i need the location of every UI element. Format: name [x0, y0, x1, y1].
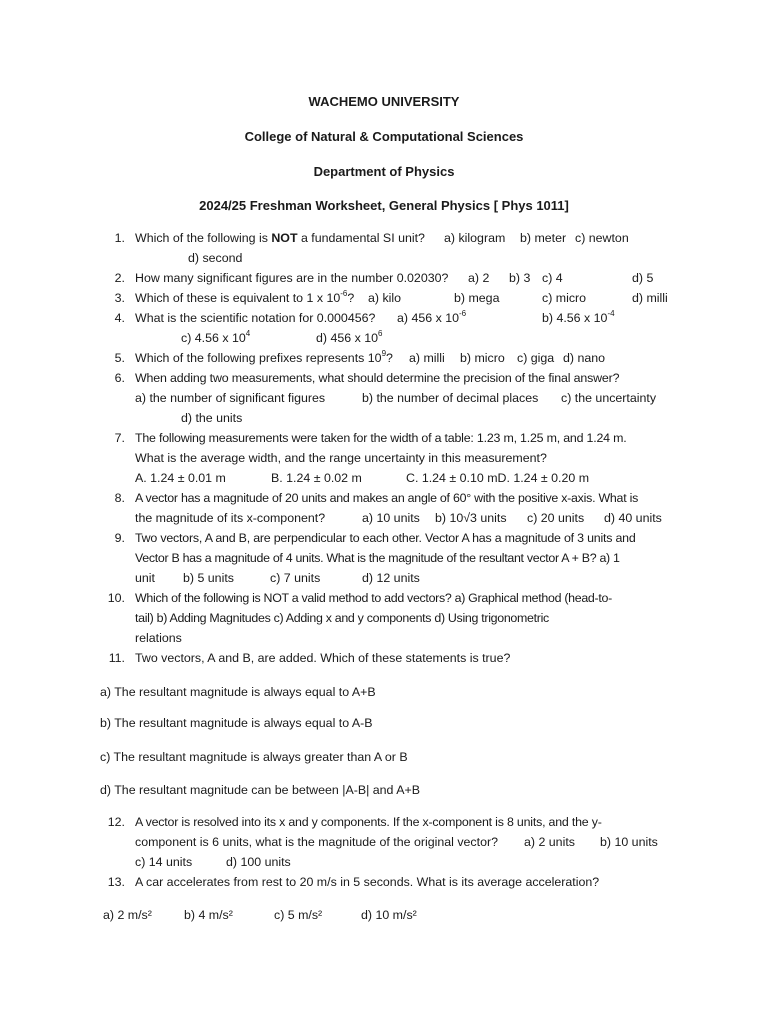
- option-a: a) kilo: [368, 291, 402, 305]
- option-c: c) 7 units: [270, 571, 321, 585]
- question-9: [114, 528, 680, 588]
- question-8: [114, 488, 680, 528]
- question-3: [114, 288, 680, 308]
- q11-option-c: c) The resultant magnitude is always greater than A or B: [100, 750, 408, 764]
- college-name: College of Natural & Computational Sciences: [244, 129, 524, 144]
- question-number: 11.: [108, 651, 125, 665]
- question-number: 13.: [107, 875, 125, 889]
- option-d: [316, 328, 382, 348]
- question-text: A vector is resolved into its x and y components. If the x-component is 8 units, and the y-: [135, 815, 602, 829]
- question-emphasis: NOT: [271, 231, 298, 245]
- option-a: A. 1.24 ± 0.01 m: [135, 471, 226, 485]
- university-name: WACHEMO UNIVERSITY: [308, 94, 460, 109]
- option-b: b) 10 units: [600, 835, 658, 849]
- worksheet-title: 2024/25 Freshman Worksheet, General Physics [ Phys 1011]: [199, 198, 569, 213]
- q13-option-a: a) 2 m/s²: [103, 908, 152, 922]
- option-a-continued: unit: [135, 571, 155, 585]
- q13-option-b: b) 4 m/s²: [184, 908, 233, 922]
- option-d: d) 5: [632, 271, 654, 285]
- question-text: a fundamental SI unit?: [297, 231, 425, 245]
- question-text: When adding two measurements, what should determine the precision of the final answer?: [135, 371, 620, 385]
- option-a: a) 2: [468, 271, 490, 285]
- option-a: a) 2 units: [524, 835, 575, 849]
- option-c: c) 14 units: [135, 855, 193, 869]
- question-7: [114, 428, 680, 488]
- question-text: What is the average width, and the range uncertainty in this measurement?: [135, 451, 547, 465]
- option-b: b) 5 units: [183, 571, 234, 585]
- option-c: [181, 328, 250, 348]
- option-a: a) milli: [409, 351, 445, 365]
- option-c: c) newton: [575, 231, 629, 245]
- option-c-base: c) 4.56 x 10: [181, 331, 246, 345]
- option-b: b) meter: [520, 231, 567, 245]
- question-number: 6.: [114, 371, 125, 385]
- question-number: 10.: [107, 591, 125, 605]
- question-mark: ?: [386, 351, 393, 365]
- q13-option-c: c) 5 m/s²: [274, 908, 323, 922]
- question-text: the magnitude of its x-component?: [135, 511, 326, 525]
- option-a-base: a) 456 x 10: [397, 311, 459, 325]
- question-text: tail) b) Adding Magnitudes c) Adding x and y components d) Using trigonometric: [135, 611, 549, 625]
- option-a: a) 10 units: [362, 511, 420, 525]
- question-number: 4.: [114, 311, 125, 325]
- question-mark: ?: [347, 291, 355, 305]
- question-2: [114, 268, 680, 288]
- question-number: 2.: [114, 271, 125, 285]
- question-number: 1.: [114, 231, 125, 245]
- option-a: a) the number of significant figures: [135, 391, 326, 405]
- department-name: Department of Physics: [313, 164, 455, 179]
- question-text: What is the scientific notation for 0.000456?: [135, 311, 376, 325]
- option-b: B. 1.24 ± 0.02 m: [271, 471, 362, 485]
- option-c: c) 4: [542, 271, 563, 285]
- option-a-exponent: -6: [459, 309, 467, 318]
- question-text: Vector B has a magnitude of 4 units. What is the magnitude of the resultant vector A + B? a) 1: [135, 551, 620, 565]
- option-b: [542, 308, 615, 328]
- option-b: b) micro: [460, 351, 505, 365]
- option-d: d) 40 units: [604, 511, 662, 525]
- question-text: A vector has a magnitude of 20 units and makes an angle of 60° with the positive x-axis. What is: [135, 491, 639, 505]
- option-b: b) mega: [454, 291, 500, 305]
- option-d: d) 12 units: [362, 571, 420, 585]
- q13-option-d: d) 10 m/s²: [361, 908, 417, 922]
- option-d: d) second: [188, 251, 243, 265]
- option-b: b) the number of decimal places: [362, 391, 539, 405]
- question-text: relations: [135, 631, 182, 645]
- exponent: 9: [381, 349, 387, 358]
- option-d: d) the units: [181, 411, 243, 425]
- q11-option-a: a) The resultant magnitude is always equal to A+B: [100, 685, 376, 699]
- question-6: [114, 368, 680, 428]
- question-number: 8.: [114, 491, 125, 505]
- question-number: 9.: [114, 531, 125, 545]
- option-c: c) giga: [517, 351, 555, 365]
- question-number: 5.: [114, 351, 125, 365]
- option-c: c) the uncertainty: [561, 391, 657, 405]
- question-text: A car accelerates from rest to 20 m/s in 5 seconds. What is its average acceleration?: [135, 875, 600, 889]
- q11-option-d: d) The resultant magnitude can be between |A-B| and A+B: [100, 783, 420, 797]
- option-b-base: b) 4.56 x 10: [542, 311, 608, 325]
- option-d-exponent: 6: [378, 329, 383, 338]
- option-c: c) 20 units: [527, 511, 585, 525]
- q11-option-b: b) The resultant magnitude is always equal to A-B: [100, 716, 373, 730]
- question-4: [114, 308, 680, 348]
- exponent: -6: [340, 289, 348, 298]
- question-text: The following measurements were taken for the width of a table: 1.23 m, 1.25 m, and 1.24 m.: [135, 431, 627, 445]
- option-d-base: d) 456 x 10: [316, 331, 378, 345]
- question-number: 3.: [114, 291, 125, 305]
- option-a: [397, 308, 466, 328]
- question-text: Which of the following prefixes represents 10: [135, 351, 382, 365]
- question-11: [108, 648, 680, 668]
- question-text: Two vectors, A and B, are added. Which of these statements is true?: [135, 651, 511, 665]
- option-d: d) milli: [632, 291, 668, 305]
- question-text: Which of the following is: [135, 231, 272, 245]
- question-text: How many significant figures are in the number 0.02030?: [135, 271, 449, 285]
- question-1: [114, 228, 680, 268]
- option-b: b) 3: [509, 271, 531, 285]
- question-text: Two vectors, A and B, are perpendicular to each other. Vector A has a magnitude of 3 units and: [135, 531, 636, 545]
- question-number: 7.: [114, 431, 125, 445]
- option-a: a) kilogram: [444, 231, 506, 245]
- option-b: b) 10√3 units: [435, 511, 507, 525]
- question-10: [107, 588, 680, 648]
- option-d: d) nano: [563, 351, 606, 365]
- question-number: 12.: [107, 815, 125, 829]
- question-12: [107, 812, 680, 872]
- question-text: Which of these is equivalent to 1 x 10: [135, 291, 341, 305]
- option-d: d) 100 units: [226, 855, 291, 869]
- question-text: component is 6 units, what is the magnitude of the original vector?: [135, 835, 498, 849]
- question-text: Which of the following is NOT a valid method to add vectors? a) Graphical method (head-to-: [135, 591, 612, 605]
- option-c-exponent: 4: [245, 329, 251, 338]
- option-c-d: C. 1.24 ± 0.10 mD. 1.24 ± 0.20 m: [406, 471, 590, 485]
- option-b-exponent: -4: [607, 309, 615, 318]
- question-13: [107, 872, 680, 892]
- option-c: c) micro: [542, 291, 587, 305]
- question-5: [114, 348, 680, 368]
